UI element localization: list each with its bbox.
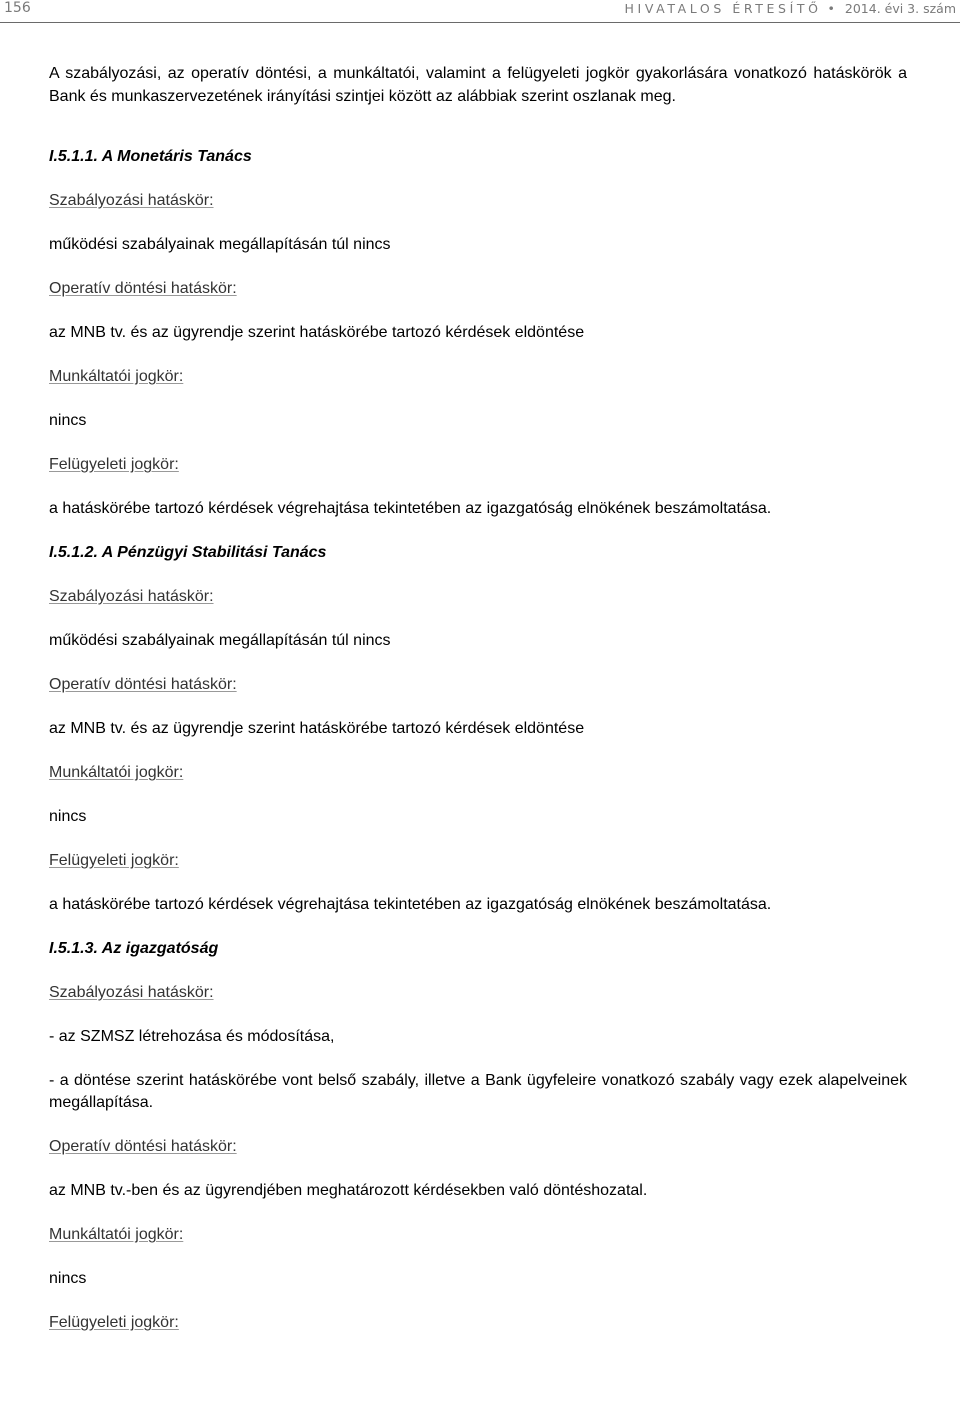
supervisory-label: Felügyeleti jogkör: xyxy=(49,456,179,473)
operative-label: Operatív döntési hatáskör: xyxy=(49,1138,237,1155)
regulatory-value: működési szabályainak megállapításán túl nincs xyxy=(49,632,391,649)
regulatory-value: működési szabályainak megállapításán túl nincs xyxy=(49,236,391,253)
employer-label: Munkáltatói jogkör: xyxy=(49,368,184,385)
supervisory-label: Felügyeleti jogkör: xyxy=(49,1314,179,1331)
page-number: 156 xyxy=(4,0,31,16)
employer-value: nincs xyxy=(49,412,87,429)
page-header xyxy=(0,0,960,23)
operative-label: Operatív döntési hatáskör: xyxy=(49,676,237,693)
section-monetary-council xyxy=(49,146,907,520)
regulatory-item: - az SZMSZ létrehozása és módosítása, xyxy=(49,1028,335,1045)
document-body xyxy=(49,63,907,1334)
employer-value: nincs xyxy=(49,1270,87,1287)
employer-value: nincs xyxy=(49,808,87,825)
section-title: I.5.1.1. A Monetáris Tanács xyxy=(49,148,252,165)
regulatory-label: Szabályozási hatáskör: xyxy=(49,588,214,605)
section-title: I.5.1.2. A Pénzügyi Stabilitási Tanács xyxy=(49,544,327,561)
intro-paragraph: A szabályozási, az operatív döntési, a munkáltatói, valamint a felügyeleti jogkör gyakorlására vonatkozó hatáskörök a Bank és munkaszervezetének irányítási szintjei között az alábbiak szerint oszlanak meg. xyxy=(49,65,907,105)
operative-value: az MNB tv.-ben és az ügyrendjében meghatározott kérdésekben való döntéshozatal. xyxy=(49,1182,648,1199)
regulatory-label: Szabályozási hatáskör: xyxy=(49,984,214,1001)
supervisory-value: a hatáskörébe tartozó kérdések végrehajtása tekintetében az igazgatóság elnökének beszámoltatása. xyxy=(49,896,772,913)
operative-value: az MNB tv. és az ügyrendje szerint hatáskörébe tartozó kérdések eldöntése xyxy=(49,324,585,341)
header-bullet: • xyxy=(827,1,835,16)
regulatory-label: Szabályozási hatáskör: xyxy=(49,192,214,209)
section-financial-stability-council xyxy=(49,542,907,916)
operative-label: Operatív döntési hatáskör: xyxy=(49,280,237,297)
operative-value: az MNB tv. és az ügyrendje szerint hatáskörébe tartozó kérdések eldöntése xyxy=(49,720,585,737)
running-header xyxy=(625,1,956,16)
journal-title: HIVATALOS ÉRTESÍTŐ xyxy=(624,1,822,16)
section-title: I.5.1.3. Az igazgatóság xyxy=(49,940,219,957)
employer-label: Munkáltatói jogkör: xyxy=(49,1226,184,1243)
regulatory-item: - a döntése szerint hatáskörébe vont belső szabály, illetve a Bank ügyfeleire vonatkozó szabály vagy ezek alapelveinek megállapítása. xyxy=(49,1072,907,1111)
supervisory-label: Felügyeleti jogkör: xyxy=(49,852,179,869)
section-board-of-directors xyxy=(49,938,907,1334)
employer-label: Munkáltatói jogkör: xyxy=(49,764,184,781)
issue-label: 2014. évi 3. szám xyxy=(844,1,956,16)
supervisory-value: a hatáskörébe tartozó kérdések végrehajtása tekintetében az igazgatóság elnökének beszámoltatása. xyxy=(49,500,772,517)
